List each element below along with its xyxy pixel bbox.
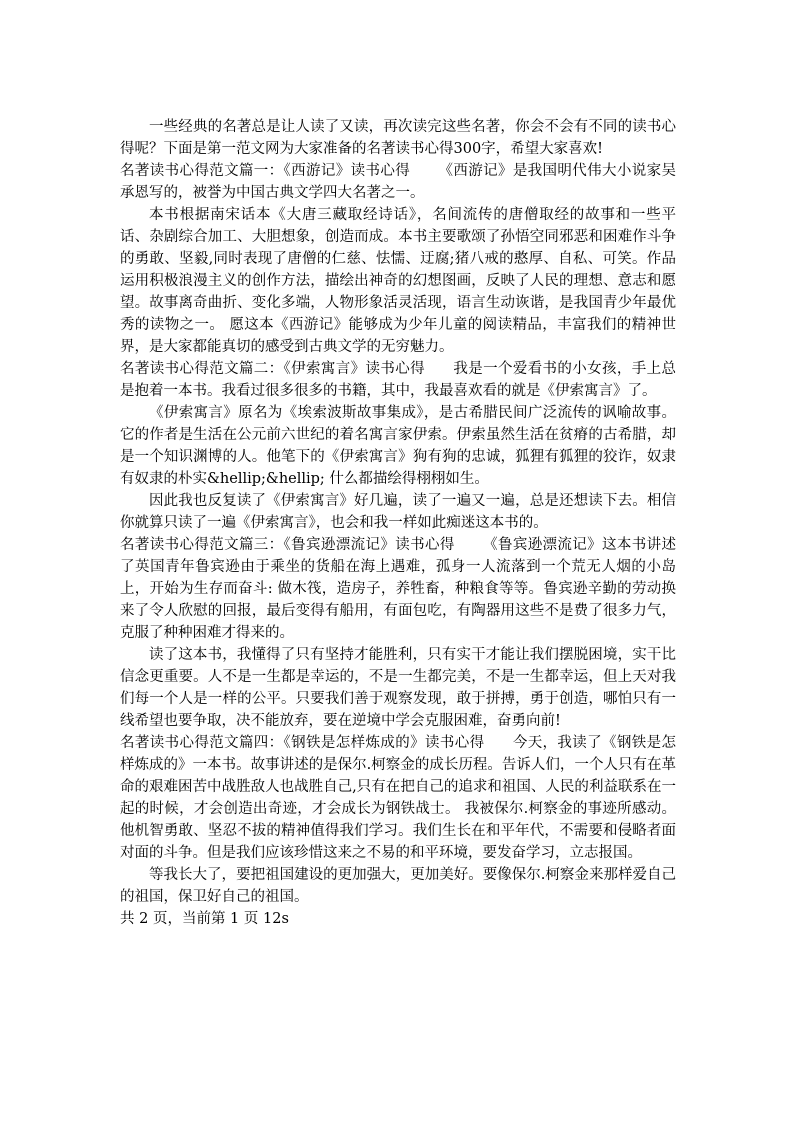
essay-1-paragraph: 本书根据南宋话本《大唐三藏取经诗话》，名间流传的唐僧取经的故事和一些平话、杂剧综合加工、大胆想象，创造而成。本书主要歌颂了孙悟空同邪恶和困难作斗争的勇敢、坚毅,同时表现了唐僧的仁慈、怯懦、迂腐;猪八戒的憨厚、自私、可笑。作品运用积极浪漫主义的创作方法，描绘出神奇的幻想图画，反映了人民的理想、意志和愿望。故事离奇曲折、变化多端，人物形象活灵活现，语言生动诙谐，是我国青少年最优秀的读物之一。 愿这本《西游记》能够成为少年儿童的阅读精品，丰富我们的精神世界，是大家都能真切的感受到古典文学的无穷魅力。 [120, 207, 676, 355]
intro-paragraph: 一些经典的名著总是让人读了又读，再次读完这些名著，你会不会有不同的读书心得呢？下面是第一范文网为大家准备的名著读书心得300字，希望大家喜欢! [120, 119, 676, 157]
essay-2-heading: 名著读书心得范文篇二：《伊索寓言》读书心得 [120, 361, 425, 377]
document-page [120, 116, 676, 930]
essay-4-lead: 今天，我读了《钢铁是怎样炼成的》一本书。故事讲述的是保尔.柯察金的成长历程。告诉人们，一个人只有在革命的艰难困苦中战胜敌人也战胜自己,只有在把自己的追求和祖国、人民的利益联系在一起的时候，才会创造出奇迹，才会成长为钢铁战士。 我被保尔.柯察金的事迹所感动。他机智勇敢、坚忍不拔的精神值得我们学习。我们生长在和平年代，不需要和侵略者面对面的斗争。但是我们应该珍惜这来之不易的和平环境，要发奋学习，立志报国。 [120, 735, 677, 861]
essay-3-heading-line [120, 534, 676, 644]
essay-2-paragraph: 因此我也反复读了《伊索寓言》好几遍，读了一遍又一遍，总是还想读下去。相信你就算只读了一遍《伊索寓言》，也会和我一样如此痴迷这本书的。 [120, 493, 676, 531]
essay-1-lead: 《西游记》是我国明代伟大小说家吴承恩写的，被誉为中国古典文学四大名著之一。 [120, 163, 676, 201]
essay-3-paragraph: 读了这本书，我懂得了只有坚持才能胜利，只有实干才能让我们摆脱困境，实干比信念更重要。人不是一生都是幸运的，不是一生都完美，不是一生都幸运，但上天对我们每一个人是一样的公平。只要我们善于观察发现，敢于拼搏，勇于创造，哪怕只有一线希望也要争取，决不能放弃，要在逆境中学会克服困难，奋勇向前! [120, 647, 676, 729]
essay-4-paragraph: 等我长大了，要把祖国建设的更加强大，更加美好。要像保尔.柯察金来那样爱自己的祖国，保卫好自己的祖国。 [120, 867, 676, 905]
essay-2-heading-line [120, 358, 676, 402]
essay-3-heading: 名著读书心得范文篇三：《鲁宾逊漂流记》读书心得 [120, 537, 455, 553]
essay-4-heading: 名著读书心得范文篇四：《钢铁是怎样炼成的》读书心得 [120, 735, 485, 751]
essay-2-lead: 我是一个爱看书的小女孩，手上总是抱着一本书。我看过很多很多的书籍，其中，我最喜欢看的就是《伊索寓言》了。 [120, 361, 677, 399]
essay-2-paragraph: 《伊索寓言》原名为《埃索波斯故事集成》，是古希腊民间广泛流传的讽喻故事。它的作者是生活在公元前六世纪的着名寓言家伊索。伊索虽然生活在贫瘠的古希腊，却是一个知识渊博的人。他笔下的《伊索寓言》狗有狗的忠诚，狐狸有狐狸的狡诈，奴隶有奴隶的朴实&hellip;&hellip; 什么都描绘得栩栩如生。 [120, 405, 676, 487]
page-footer: 共 2 页，当前第 1 页 12s [120, 911, 289, 927]
essay-3-lead: 《鲁宾逊漂流记》这本书讲述了英国青年鲁宾逊由于乘坐的货船在海上遇难，孤身一人流落到一个荒无人烟的小岛上，开始为生存而奋斗: 做木筏，造房子，养牲畜，种粮食等等。鲁宾逊辛勤的劳动换来了令人欣慰的回报，最后变得有船用，有面包吃，有陶器用这些不是费了很多力气，克服了种种困难才得来的。 [120, 537, 677, 641]
essay-1-heading: 名著读书心得范文篇一：《西游记》读书心得 [120, 163, 411, 179]
essay-4-heading-line [120, 732, 676, 864]
essay-1-heading-line [120, 160, 676, 204]
